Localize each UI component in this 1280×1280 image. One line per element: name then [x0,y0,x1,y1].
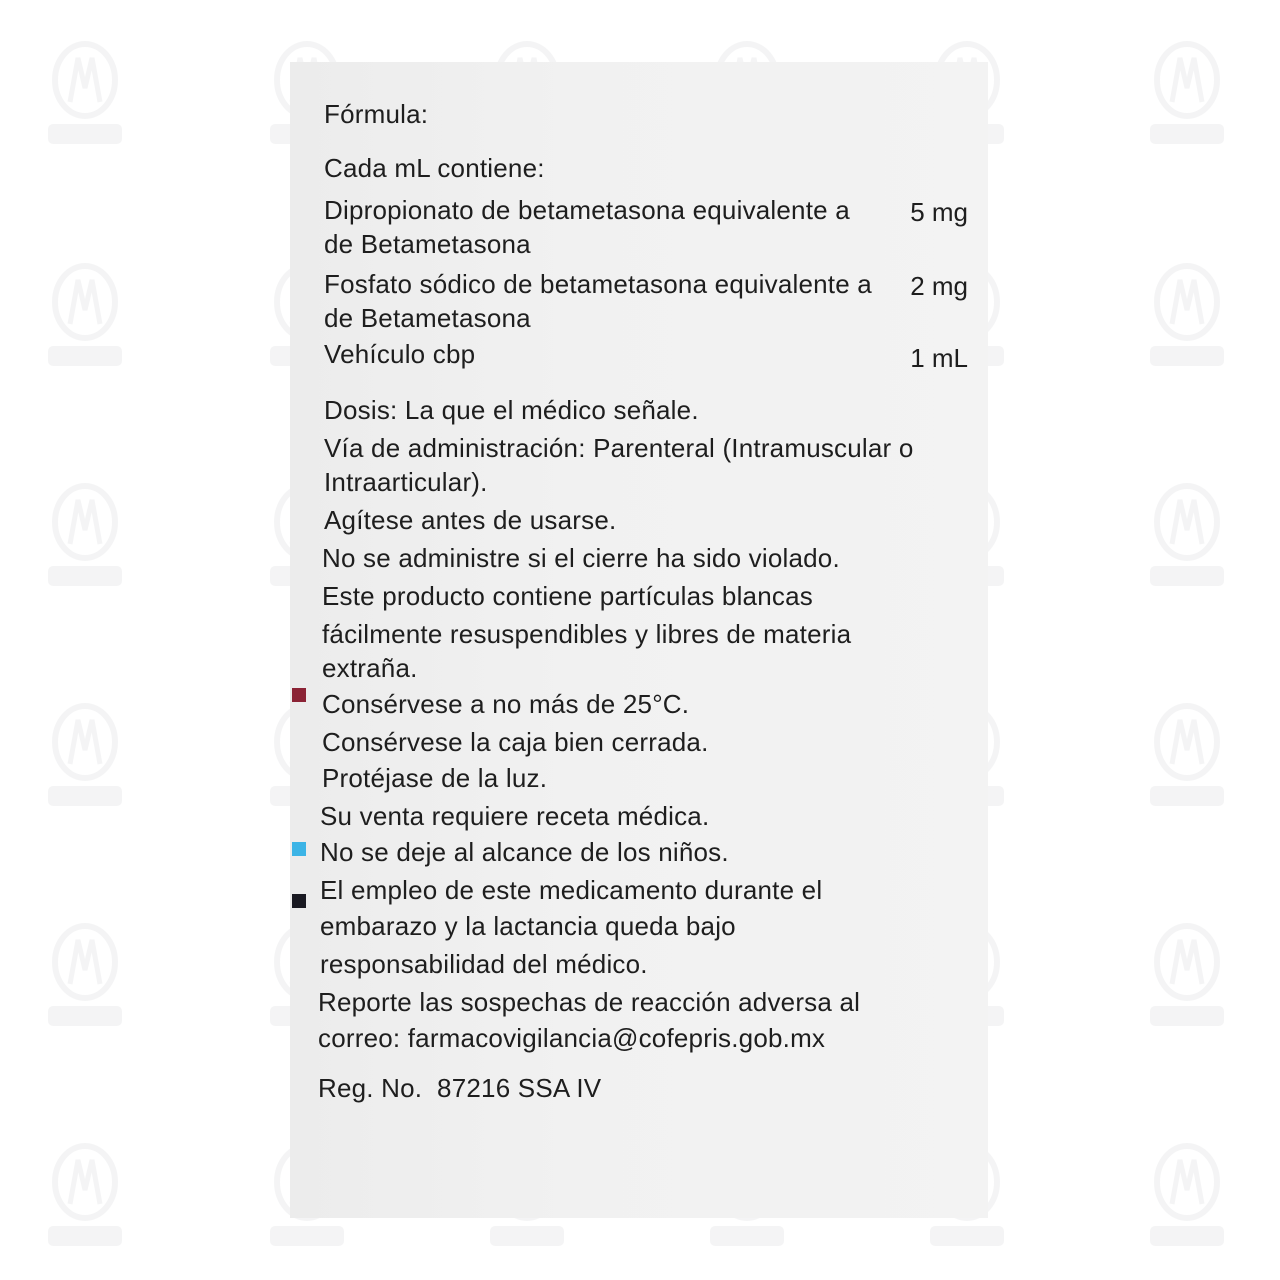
watermark-logo-icon [1142,1142,1232,1252]
watermark-logo-icon [40,922,130,1032]
dosage-line: Dosis: La que el médico señale. [324,395,699,425]
watermark-logo-icon [40,262,130,372]
pregnancy-line-2: embarazo y la lactancia queda bajo [320,911,736,941]
pregnancy-line-3: responsabilidad del médico. [320,949,648,979]
formula-heading: Fórmula: [324,99,429,129]
watermark-logo-icon [1142,922,1232,1032]
formula-intro: Cada mL contiene: [324,153,545,183]
report-line-2: correo: farmacovigilancia@cofepris.gob.mx [318,1023,826,1053]
watermark-logo-icon [40,482,130,592]
storage-temp-line: Consérvese a no más de 25°C. [322,689,690,719]
report-line-1: Reporte las sospechas de reacción adversa al [318,987,861,1017]
storage-box-line: Consérvese la caja bien cerrada. [322,727,709,757]
ingredient-1-line1: Dipropionato de betametasona equivalente a [324,195,850,225]
shake-line: Agítese antes de usarse. [324,505,617,535]
particles-line-1: Este producto contiene partículas blancas [322,581,813,611]
watermark-logo-icon [1142,40,1232,150]
watermark-logo-icon [40,702,130,812]
pregnancy-line-1: El empleo de este medicamento durante el [320,875,823,905]
watermark-logo-icon [40,40,130,150]
route-line-2: Intraarticular). [324,467,488,497]
ingredient-1-amount: 5 mg [910,197,968,227]
registration-number: Reg. No. 87216 SSA IV [318,1073,602,1103]
watermark-logo-icon [40,1142,130,1252]
ingredient-2-amount: 2 mg [910,271,968,301]
particles-line-3: extraña. [322,653,418,683]
red-color-swatch [292,688,306,702]
light-line: Protéjase de la luz. [322,763,548,793]
watermark-logo-icon [1142,482,1232,592]
ingredient-3-amount: 1 mL [910,343,968,373]
route-line-1: Vía de administración: Parenteral (Intramuscular o [324,433,914,463]
particles-line-2: fácilmente resuspendibles y libres de materia [322,619,852,649]
prescription-line: Su venta requiere receta médica. [320,801,710,831]
ingredient-1-line2: de Betametasona [324,229,531,259]
watermark-logo-icon [1142,262,1232,372]
ingredient-3-line1: Vehículo cbp [324,339,476,369]
children-line: No se deje al alcance de los niños. [320,837,729,867]
ingredient-2-line2: de Betametasona [324,303,531,333]
seal-line: No se administre si el cierre ha sido violado. [322,543,840,573]
blue-color-swatch [292,842,306,856]
black-color-swatch [292,894,306,908]
ingredient-2-line1: Fosfato sódico de betametasona equivalente a [324,269,872,299]
watermark-logo-icon [1142,702,1232,812]
